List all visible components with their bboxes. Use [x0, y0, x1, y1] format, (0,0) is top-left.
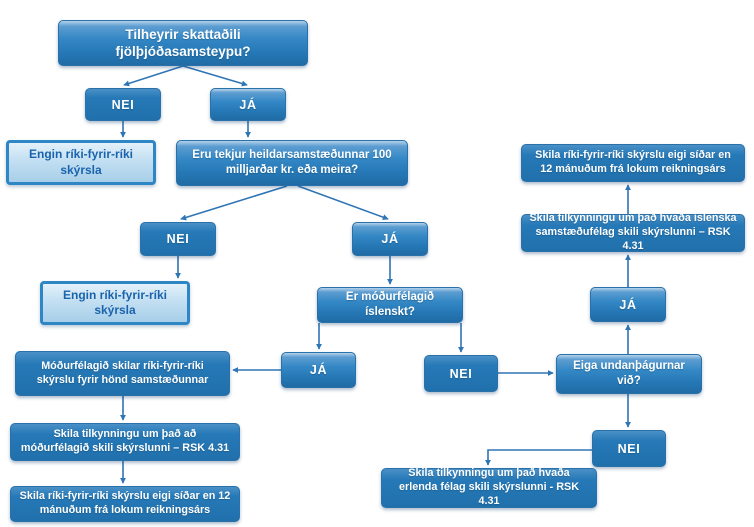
edge-q2-ja2: [298, 186, 388, 219]
node-question-exemptions-apply: Eiga undanþágurnar við?: [556, 354, 702, 394]
node-notify-foreign-company-rsk431: Skila tilkynningu um það hvaða erlenda félag skili skýrslunni - RSK 4.31: [381, 468, 597, 508]
node-answer-ja-4: JÁ: [590, 287, 666, 322]
edge-q1-nei1: [124, 66, 183, 85]
node-notify-parent-files-rsk431: Skila tilkynningu um það að móðurfélagið skili skýrslunni – RSK 4.31: [10, 423, 240, 461]
node-question-revenue-threshold: Eru tekjur heildarsamstæðunnar 100 milljarðar kr. eða meira?: [176, 140, 408, 186]
node-answer-nei-2: NEI: [140, 222, 216, 256]
edge-q2-nei2: [181, 186, 287, 219]
node-answer-ja-3: JÁ: [281, 352, 356, 388]
node-answer-nei-3: NEI: [424, 355, 498, 392]
node-question-multinational-group: Tilheyrir skattaðili fjölþjóðasamsteypu?: [58, 20, 308, 66]
node-notify-icelandic-group-company-rsk431: Skila tilkynningu um það hvaða íslenska samstæðufélag skili skýrslunni – RSK 4.31: [521, 214, 745, 252]
node-question-parent-icelandic: Er móðurfélagið íslenskt?: [317, 287, 463, 323]
node-answer-nei-4: NEI: [592, 430, 666, 467]
node-no-report-1: Engin ríki-fyrir-ríki skýrsla: [6, 140, 156, 185]
node-answer-ja-1: JÁ: [210, 88, 286, 121]
edge-q1-ja1: [183, 66, 247, 85]
node-parent-files-report: Móðurfélagið skilar ríki-fyrir-ríki skýrslu fyrir hönd samstæðunnar: [15, 351, 230, 396]
node-no-report-2: Engin ríki-fyrir-ríki skýrsla: [40, 281, 190, 325]
node-file-report-12-months-right: Skila ríki-fyrir-ríki skýrslu eigi síðar en 12 mánuðum frá lokum reikningsárs: [521, 144, 745, 182]
node-answer-ja-2: JÁ: [352, 222, 428, 256]
node-file-report-12-months-left: Skila ríki-fyrir-ríki skýrslu eigi síðar en 12 mánuðum frá lokum reikningsárs: [10, 486, 240, 522]
node-answer-nei-1: NEI: [85, 88, 161, 121]
edge-nei4-tilk3: [488, 450, 592, 465]
